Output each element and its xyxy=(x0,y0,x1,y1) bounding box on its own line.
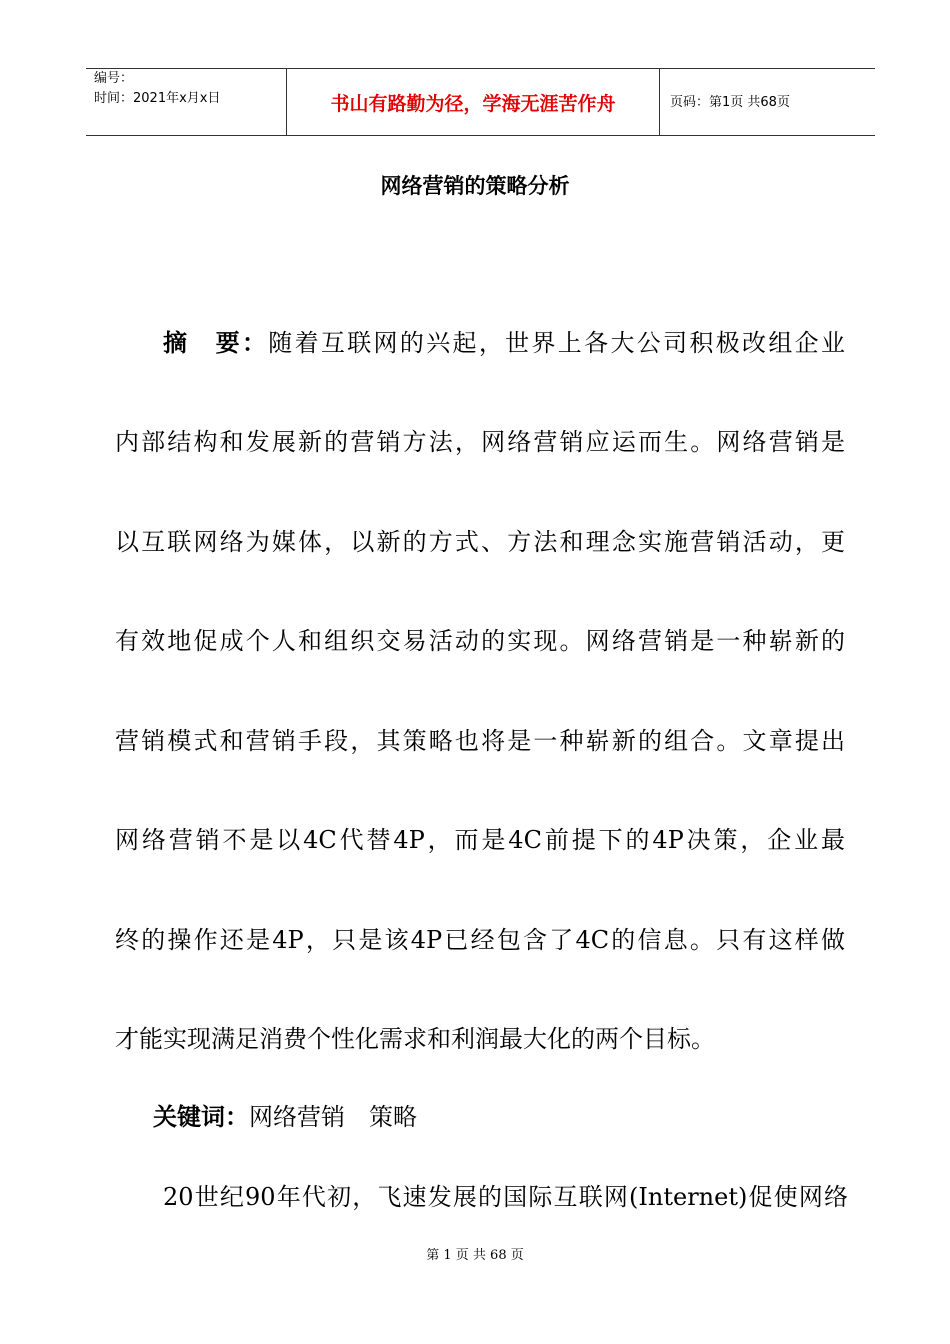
document-title: 网络营销的策略分析 xyxy=(380,174,570,198)
abstract-line-5: 营销模式和营销手段，其策略也将是一种崭新的组合。文章提出 xyxy=(115,727,845,755)
abstract-line-6: 网络营销不是以4C代替4P，而是4C前提下的4P决策，企业最 xyxy=(115,826,845,854)
abstract-line-7: 终的操作还是4P，只是该4P已经包含了4C的信息。只有这样做 xyxy=(115,926,845,954)
document-number-label: 编号： xyxy=(94,71,134,86)
keywords-label: 关键词： xyxy=(153,1103,249,1131)
document-header xyxy=(86,68,875,136)
header-page-cell xyxy=(660,69,875,135)
header-page-info: 页码：第1页 共68页 xyxy=(670,95,790,110)
abstract-label: 摘 要： xyxy=(163,329,269,357)
abstract-line-4: 有效地促成个人和组织交易活动的实现。网络营销是一种崭新的 xyxy=(115,627,845,655)
keywords-line xyxy=(153,1102,417,1132)
abstract-line-2: 内部结构和发展新的营销方法，网络营销应运而生。网络营销是 xyxy=(115,428,845,456)
abstract-line-8: 才能实现满足消费个性化需求和利润最大化的两个目标。 xyxy=(115,1025,715,1053)
intro-paragraph-line-1: 20世纪90年代初，飞速发展的国际互联网(Internet)促使网络 xyxy=(163,1183,848,1211)
header-motto: 书山有路勤为径，学海无涯苦作舟 xyxy=(330,93,616,115)
abstract-line-text: 随着互联网的兴起，世界上各大公司积极改组企业 xyxy=(268,329,845,357)
document-time-label: 时间：2021年x月x日 xyxy=(94,91,221,106)
abstract-line-1 xyxy=(163,328,845,358)
page-footer: 第 1 页 共 68 页 xyxy=(426,1248,524,1263)
header-meta-cell xyxy=(86,69,286,135)
header-motto-cell xyxy=(286,69,660,135)
keywords-value: 网络营销 策略 xyxy=(249,1103,417,1131)
abstract-line-3: 以互联网络为媒体，以新的方式、方法和理念实施营销活动，更 xyxy=(115,528,845,556)
